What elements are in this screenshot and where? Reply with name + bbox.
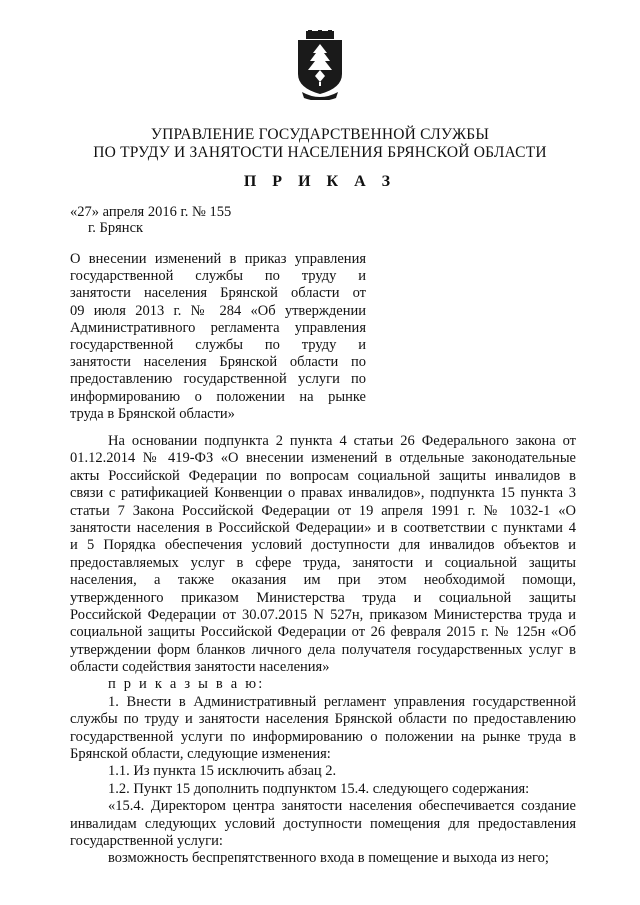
organization-name-line-1: УПРАВЛЕНИЕ ГОСУДАРСТВЕННОЙ СЛУЖБЫ [150,126,490,143]
body-line: предоставляемых услуг в сфере труда, занятости и социальной защиты [70,554,576,571]
body-line: «15.4. Директором центра занятости населения обеспечивается создание [108,798,576,815]
subject-line: государственной службы по труду и [70,268,366,285]
body-line: инвалидам следующих условий доступности помещения для предоставления [70,815,576,832]
subject-line: занятости населения Брянской области от [70,285,366,302]
body-line: Брянской области, следующие изменения: [70,746,331,763]
order-body [70,433,576,868]
body-line: акты Российской Федерации по вопросам социальной защиты инвалидов в [70,467,576,484]
subject-line: 09 июля 2013 г. № 284 «Об утверждении [70,302,366,319]
body-line: 1.2. Пункт 15 дополнить подпунктом 15.4. следующего содержания: [108,780,530,797]
body-line: 1.1. Из пункта 15 исключить абзац 2. [108,763,337,780]
subject-line: предоставлению государственной услуги по [70,371,366,388]
subject-line: Административного регламента управления [70,319,366,336]
body-line: населения, а также оказания им при этом необходимой помощи, [70,572,576,589]
body-line: 01.12.2014 № 419-ФЗ «О внесении изменений в отдельные законодательные [70,450,576,467]
body-line: социальной защиты Российской Федерации от 26 февраля 2015 г. № 125н «Об [70,624,576,641]
body-line: п р и к а з ы в а ю: [108,676,265,693]
body-line: связи с ратификацией Конвенции о правах инвалидов», подпункта 15 пункта 3 [70,485,576,502]
body-line: статьи 7 Закона Российской Федерации от 19 апреля 1991 г. № 1032-1 «О [70,502,576,519]
subject-line: труда в Брянской области» [70,405,235,422]
order-date-number: «27» апреля 2016 г. № 155 [70,204,232,220]
order-subject [70,251,366,423]
body-line: утвержденного приказом Министерства труда и социальной защиты [70,589,576,606]
body-line: На основании подпункта 2 пункта 4 статьи 26 Федерального закона от [108,433,576,449]
subject-line: О внесении изменений в приказ управления [70,251,366,267]
body-line: Российской Федерации от 30.07.2015 N 527н, приказом Министерства труда и [70,606,576,623]
body-line: области содействия занятости населения» [70,659,330,676]
subject-line: государственной службы по труду и [70,336,366,353]
body-line: занятости населения в Российской Федерации» и в соответствии с пунктами 4 [70,519,576,536]
body-line: государственной услуги по информированию о положении на рынке труда в [70,728,576,745]
order-city: г. Брянск [88,220,144,236]
organization-name-line-2: ПО ТРУДУ И ЗАНЯТОСТИ НАСЕЛЕНИЯ БРЯНСКОЙ ОБЛАСТИ [93,144,547,161]
order-title: П Р И К А З [243,173,397,190]
bryansk-coat-of-arms-icon [294,30,346,100]
subject-line: занятости населения Брянской области по [70,354,366,371]
body-line: государственной услуги: [70,832,223,849]
body-line: возможность беспрепятственного входа в помещение и выхода из него; [108,850,549,867]
body-line: службы по труду и занятости населения Брянской области по предоставлению [70,711,576,728]
body-line: и 5 Порядка обеспечения условий доступности для инвалидов объектов и [70,537,576,554]
body-line: 1. Внести в Административный регламент управления государственной [108,693,576,710]
subject-line: информированию о положении на рынке [70,388,366,405]
body-line: утверждении форм бланков личного дела получателя государственных услуг в [70,641,576,658]
